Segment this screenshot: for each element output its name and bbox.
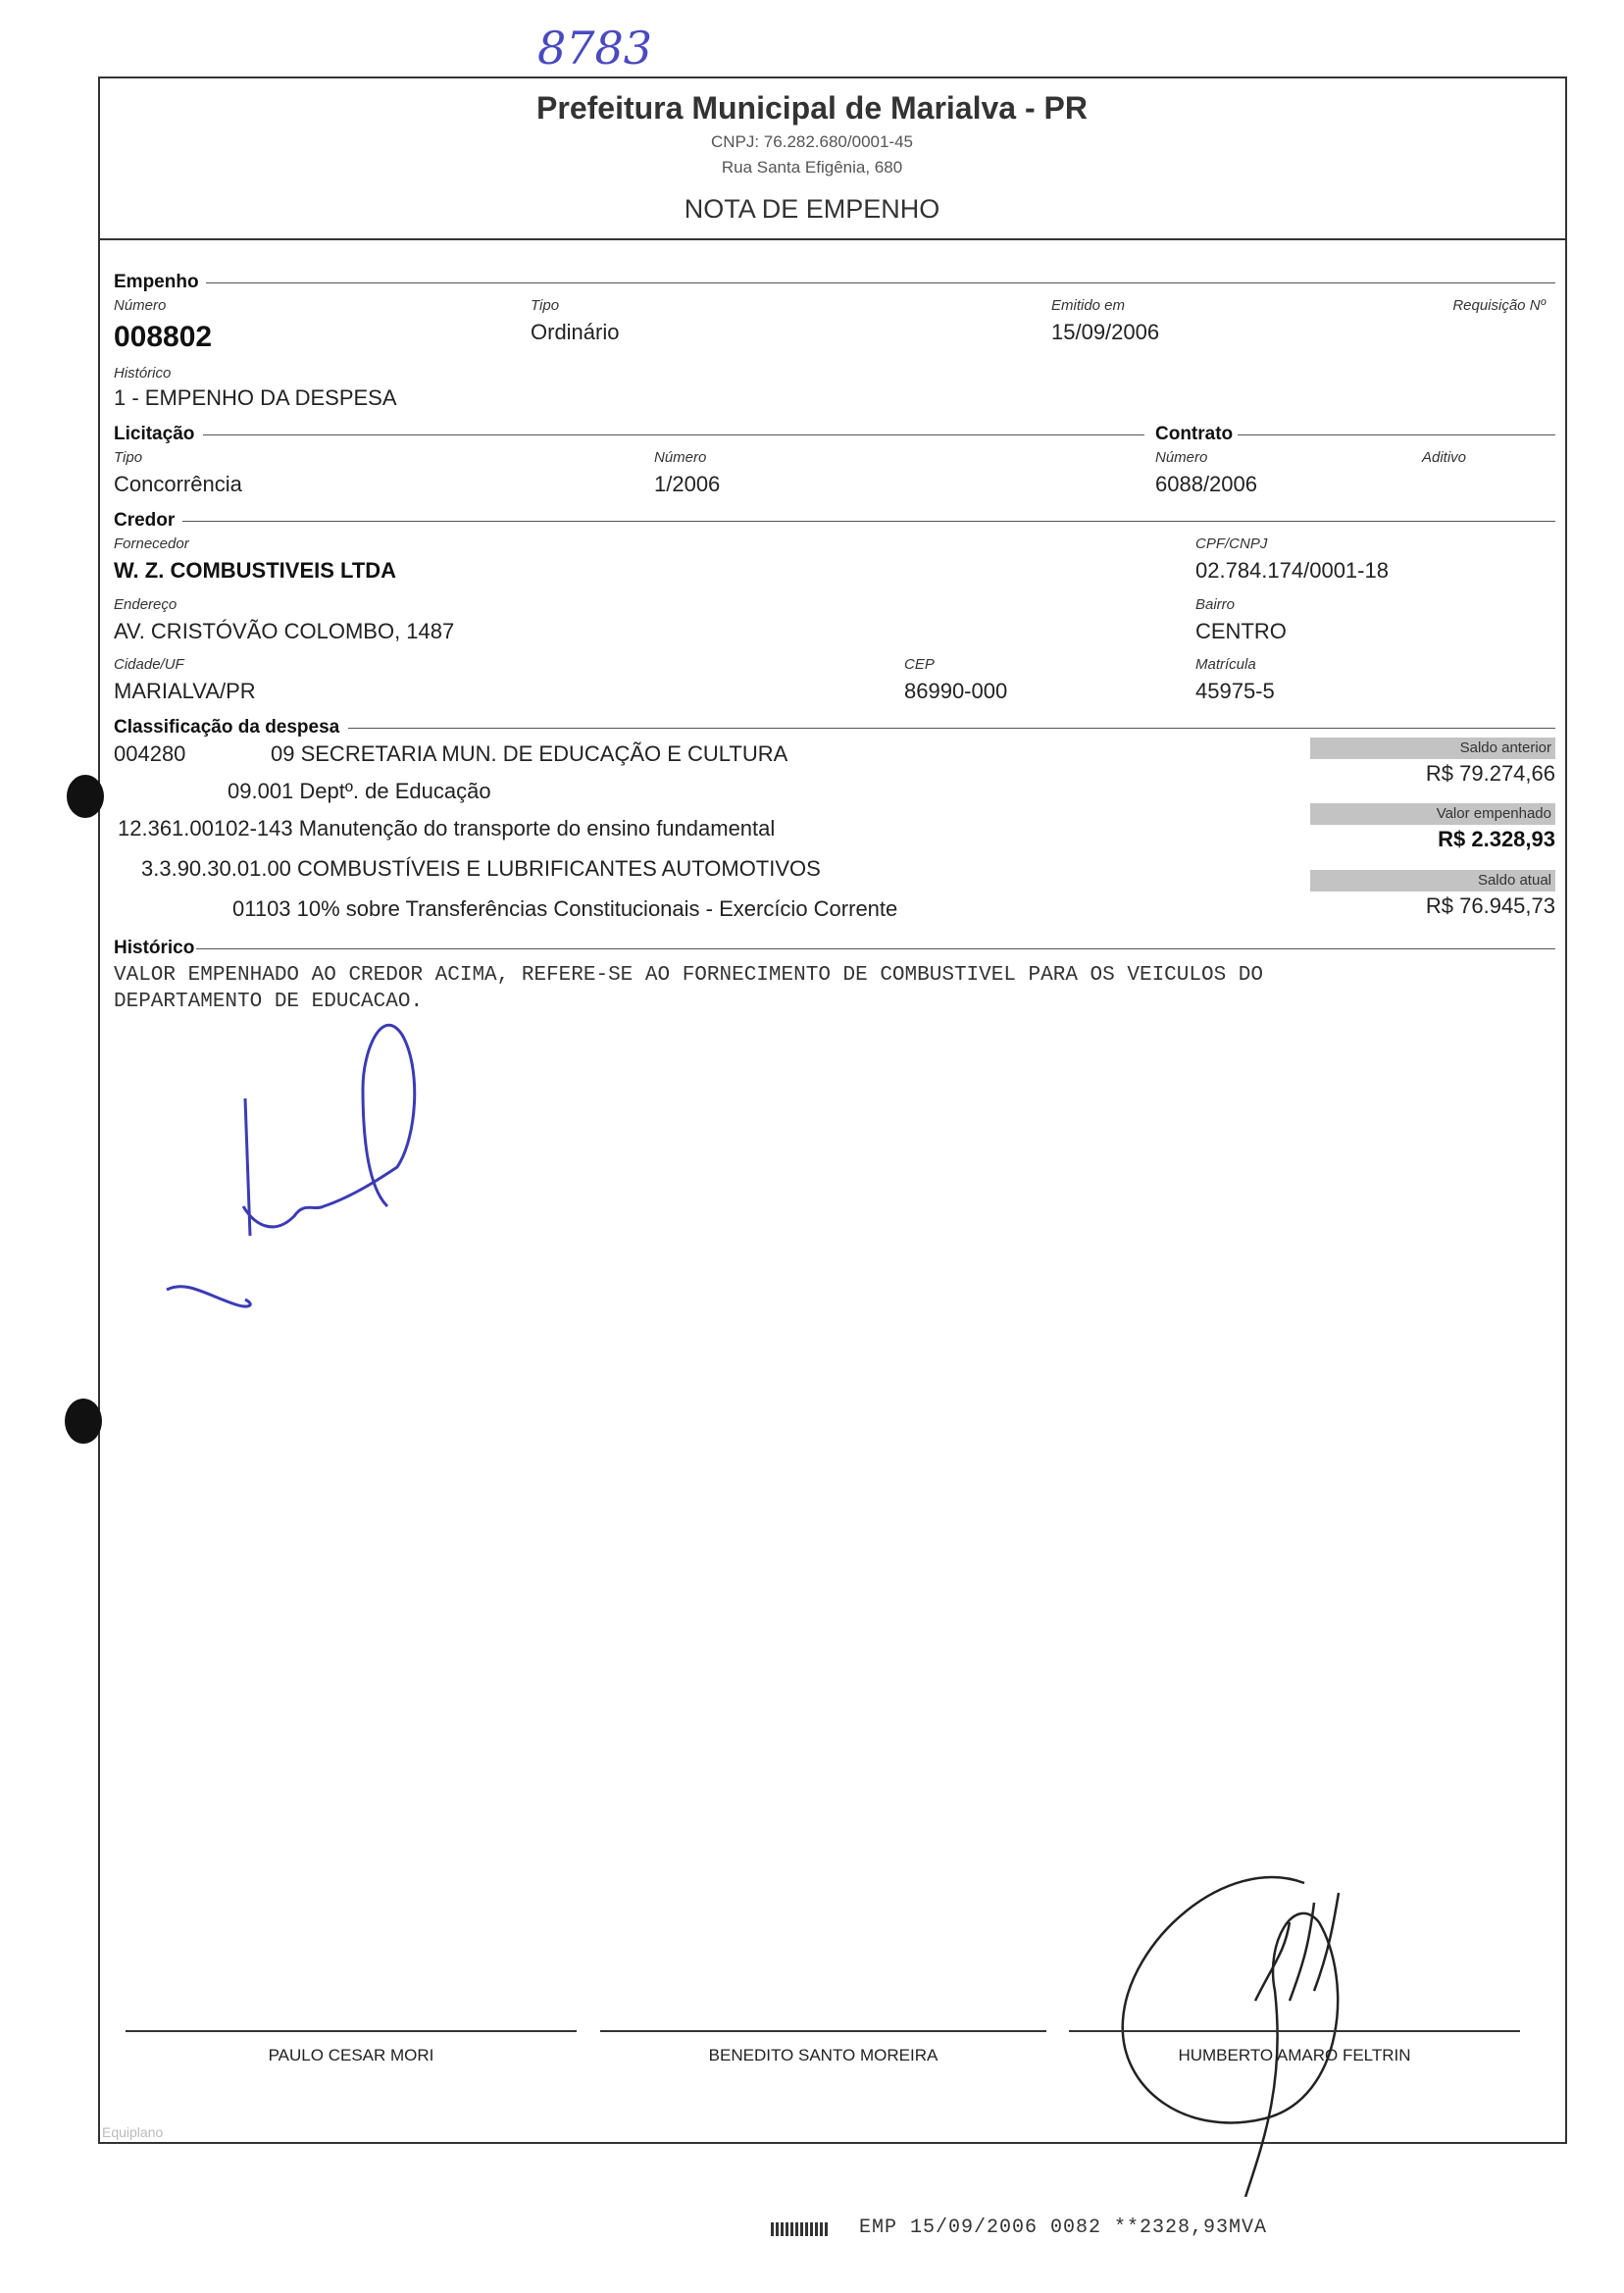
contrato-numero: 6088/2006 [1155, 472, 1257, 496]
classificacao-fonte: 01103 10% sobre Transferências Constitucionais - Exercício Corrente [232, 896, 898, 921]
classificacao-code: 004280 [114, 741, 186, 766]
licitacao-tipo: Concorrência [114, 472, 242, 496]
handwritten-number: 8783 [537, 22, 653, 75]
label-historico-empenho: Histórico [114, 365, 172, 382]
label-tipo: Tipo [531, 297, 560, 314]
label-numero: Número [114, 297, 167, 314]
signatory-1: PAULO CESAR MORI [268, 2046, 434, 2064]
label-cep: CEP [904, 656, 935, 673]
label-aditivo: Aditivo [1422, 449, 1467, 466]
empenho-numero: 008802 [114, 321, 213, 353]
historico-line-1: VALOR EMPENHADO AO CREDOR ACIMA, REFERE-SE AO FORNECIMENTO DE COMBUSTIVEL PARA OS VEICULOS DO [114, 964, 1263, 987]
section-line [348, 728, 1555, 729]
licitacao-numero: 1/2006 [654, 472, 721, 496]
barcode-mark [771, 2222, 828, 2236]
label-matricula: Matrícula [1195, 656, 1256, 673]
handwritten-signature-left [157, 1010, 471, 1324]
section-line [182, 521, 1555, 522]
empenho-historico: 1 - EMPENHO DA DESPESA [114, 385, 397, 410]
section-line [203, 434, 1144, 435]
saldo-anterior-value: R$ 79.274,66 [1425, 761, 1555, 786]
signature-line [126, 2030, 577, 2032]
signature-line [600, 2030, 1046, 2032]
label-cpf: CPF/CNPJ [1195, 535, 1268, 552]
header-address: Rua Santa Efigênia, 680 [721, 158, 903, 177]
document-title: NOTA DE EMPENHO [684, 194, 940, 224]
punch-hole [65, 1399, 102, 1444]
classificacao-departamento: 09.001 Deptº. de Educação [228, 779, 491, 803]
watermark: Equiplano [102, 2124, 164, 2140]
section-empenho: Empenho [114, 272, 199, 292]
label-cidade: Cidade/UF [114, 656, 184, 673]
label-bairro: Bairro [1195, 596, 1236, 613]
label-licitacao-numero: Número [654, 449, 707, 466]
saldo-anterior-label: Saldo anterior [1310, 738, 1555, 759]
valor-empenhado-label: Valor empenhado [1310, 803, 1555, 825]
empenho-tipo: Ordinário [531, 320, 620, 344]
empenho-emitido: 15/09/2006 [1051, 320, 1160, 344]
section-classificacao: Classificação da despesa [114, 717, 340, 738]
section-line [206, 282, 1555, 283]
saldo-atual-value: R$ 76.945,73 [1425, 893, 1555, 918]
section-contrato: Contrato [1155, 424, 1234, 444]
credor-cpf: 02.784.174/0001-18 [1195, 558, 1389, 583]
label-requisicao: Requisição Nº [1452, 297, 1546, 314]
processing-stamp: EMP 15/09/2006 0082 **2328,93MVA [859, 2217, 1268, 2239]
credor-cep: 86990-000 [904, 679, 1008, 703]
classificacao-elemento: 3.3.90.30.01.00 COMBUSTÍVEIS E LUBRIFICANTES AUTOMOTIVOS [141, 856, 821, 881]
section-credor: Credor [114, 510, 176, 531]
header-divider [98, 238, 1567, 240]
credor-matricula: 45975-5 [1195, 679, 1275, 703]
section-licitacao: Licitação [114, 424, 195, 444]
label-emitido: Emitido em [1051, 297, 1126, 314]
label-contrato-numero: Número [1155, 449, 1208, 466]
label-endereco: Endereço [114, 596, 178, 613]
credor-fornecedor: W. Z. COMBUSTIVEIS LTDA [114, 558, 397, 583]
valor-empenhado-value: R$ 2.328,93 [1438, 827, 1555, 851]
section-line [196, 948, 1555, 949]
classificacao-funcional: 12.361.00102-143 Manutenção do transporte do ensino fundamental [118, 816, 776, 841]
classificacao-secretaria: 09 SECRETARIA MUN. DE EDUCAÇÃO E CULTURA [271, 741, 788, 766]
signatory-2: BENEDITO SANTO MOREIRA [708, 2046, 939, 2064]
signature-line [1069, 2030, 1520, 2032]
saldo-atual-label: Saldo atual [1310, 870, 1555, 892]
credor-bairro: CENTRO [1195, 619, 1287, 643]
label-fornecedor: Fornecedor [114, 535, 189, 552]
credor-cidade: MARIALVA/PR [114, 679, 256, 703]
signatory-3: HUMBERTO AMARO FELTRIN [1178, 2046, 1411, 2064]
credor-endereco: AV. CRISTÓVÃO COLOMBO, 1487 [114, 619, 455, 643]
header-cnpj: CNPJ: 76.282.680/0001-45 [710, 132, 914, 151]
section-line [1238, 434, 1555, 435]
punch-hole [67, 775, 104, 818]
label-licitacao-tipo: Tipo [114, 449, 143, 466]
page-title: Prefeitura Municipal de Marialva - PR [536, 90, 1088, 126]
historico-line-2: DEPARTAMENTO DE EDUCACAO. [114, 991, 424, 1013]
section-historico: Histórico [114, 938, 195, 958]
